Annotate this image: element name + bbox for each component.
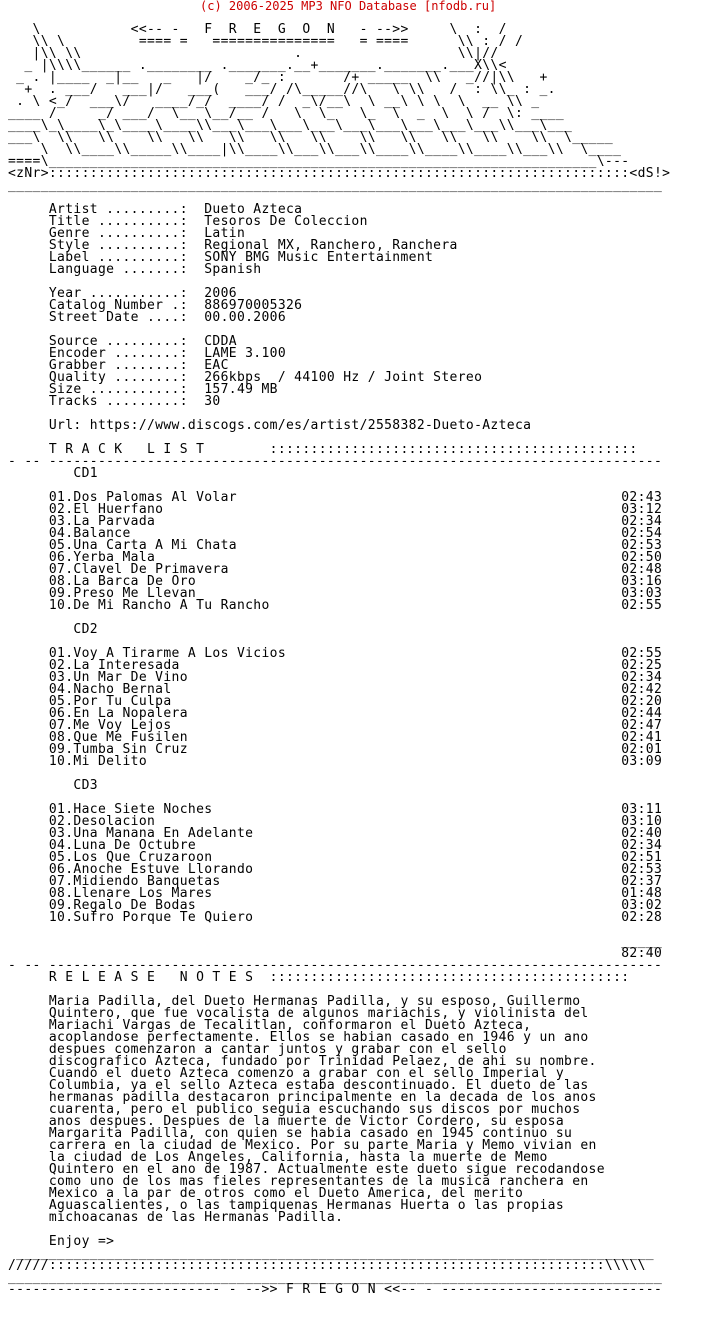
- nfo-text-body: \ <<-- - F R E G O N - -->> \ : / \\ \ ==== = =============== = ==== \\ : / / |\\ \\ . \\|// _ |\\\\______ .________ ._______.__+_______._______.___X\\< _ . |____ _|__ _ |/ _/_ : /+ _____ \\ _//|\\ + + . ___/ ___|/ ___( ___/ /\_____//\ \ \\ / : \\_ : _. . \ <_/ ___\/ ____/_/ ____/ / _\/__\ \ __\ \ \ \ __ \\ _ ____ / _/ ___/ \__ \__/__ / \ \_ \_ \ _ \ \ / \: ____ ____\_\____\_\____\____\\___\___\___\___\___\___\___\___\___\\___\___ ___\ \\ \\ \\ \\ \\ \\ \\ \\ \\ \\ \\ \\ \_____ \ \\____\\_____\\____|\\____\\___\\___\\____\\____\\____\\___\\ \____ ====\___________________________________________________________________\--- <zNr>:::::::::::::::::::::::::::::::::::::::::::::::::::::::::::::::::::::::<dS!> ________________________________________________________________________________ Artist .........: Dueto Azteca Title ..........: Tesoros De Coleccion Genre ..........: Latin Style ..........: Regional MX, Ranchero, Ranchera Label ..........: SONY BMG Music Entertainment Language .......: Spanish Year ...........: 2006 Catalog Number .: 886970005326 Street Date ....: 00.00.2006 Source .........: CDDA Encoder ........: LAME 3.100 Grabber ........: EAC Quality ........: 266kbps / 44100 Hz / Joint Stereo Size ...........: 157.49 MB Tracks .........: 30 Url: https://www.discogs.com/es/artist/2558382-Dueto-Azteca T R A C K L I S T ::::::::::::::::::::::::::::::::::::::::::::: - -- --------------------------------------------------------------------------- CD1 01.Dos Palomas Al Volar 02:43 02.El Huerfano 03:12 03.La Parvada 02:34 04.Balance 02:54 05.Una Carta A Mi Chata 02:53 06.Yerba Mala 02:50 07.Clavel De Primavera 02:48 08.La Barca De Oro 03:16 09.Preso Me Llevan 03:03 10.De Mi Rancho A Tu Rancho 02:55 CD2 01.Voy A Tirarme A Los Vicios 02:55 02.La Interesada 02:25 03.Un Mar De Vino 02:34 04.Nacho Bernal 02:42 05.Por Tu Culpa 02:20 06.En La Nopalera 02:44 07.Me Voy Lejos 02:47 08.Que Me Fusilen 02:41 09.Tumba Sin Cruz 02:01 10.Mi Delito 03:09 CD3 01.Hace Siete Noches 03:11 02.Desolacion 03:10 03.Una Manana En Adelante 02:40 04.Luna De Octubre 02:34 05.Los Que Cruzaroon 02:51 06.Anoche Estuve Llorando 02:53 07.Midiendo Banquetas 02:37 08.Llenare Los Mares 01:48 09.Regalo De Bodas 03:02 10.Sufro Porque Te Quiero 02:28 _____ 82:40 - -- --------------------------------------------------------------------------- R E L E A S E N O T E S :::::::::::::::::::::::::::::::::::::::::::: Maria Padilla, del Dueto Hermanas Padilla, y su esposo, Guillermo Quintero, que fue vocalista de algunos mariachis, y violinista del Mariachi Vargas de Tecalitlan, conformaron el Dueto Azteca, acoplandose perfectamente. Ellos se habian casado en 1946 y un ano despues comenzaron a cantar juntos y grabar con el sello discografico Azteca, fundado por Trinidad Pelaez, de ahi su nombre. Cuando el dueto Azteca comenzo a grabar con el sello Imperial y Columbia, ya el sello Azteca estaba descontinuado. El dueto de las hermanas padilla destacaron principalmente en la decada de los anos cuarenta, pero el publico seguia escuchando sus discos por muchos anos despues. Despues de la muerte de Victor Cordero, su esposa Margarita Padilla, con quien se habia casado en 1945 continuo su carrera en la ciudad de Mexico. Por su parte Maria y Memo vivian en la ciudad de Los Angeles, California, hasta la muerte de Memo Quintero en el ano de 1987. Actualmente este dueto sigue recodandose como uno de los mas fieles representantes de la musica ranchera en Mexico a la par de otros como el Dueto America, del merito Aguascalientes, o las tampiquenas Hermanas Huerta o las propias michoacanas de las Hermanas Padilla. Enjoy => ______________________________________________________________________________ /////::::::::::::::::::::::::::::::::::::::::::::::::::::::::::::::::::::\\\\\ ________________________________________________________________________________ -------------------------- - -->> F R E G O N <<-- - ---------------------------: [8, 22, 671, 1297]
- copyright-header[interactable]: (c) 2006-2025 MP3 NFO Database [nfodb.ru]: [200, 0, 497, 13]
